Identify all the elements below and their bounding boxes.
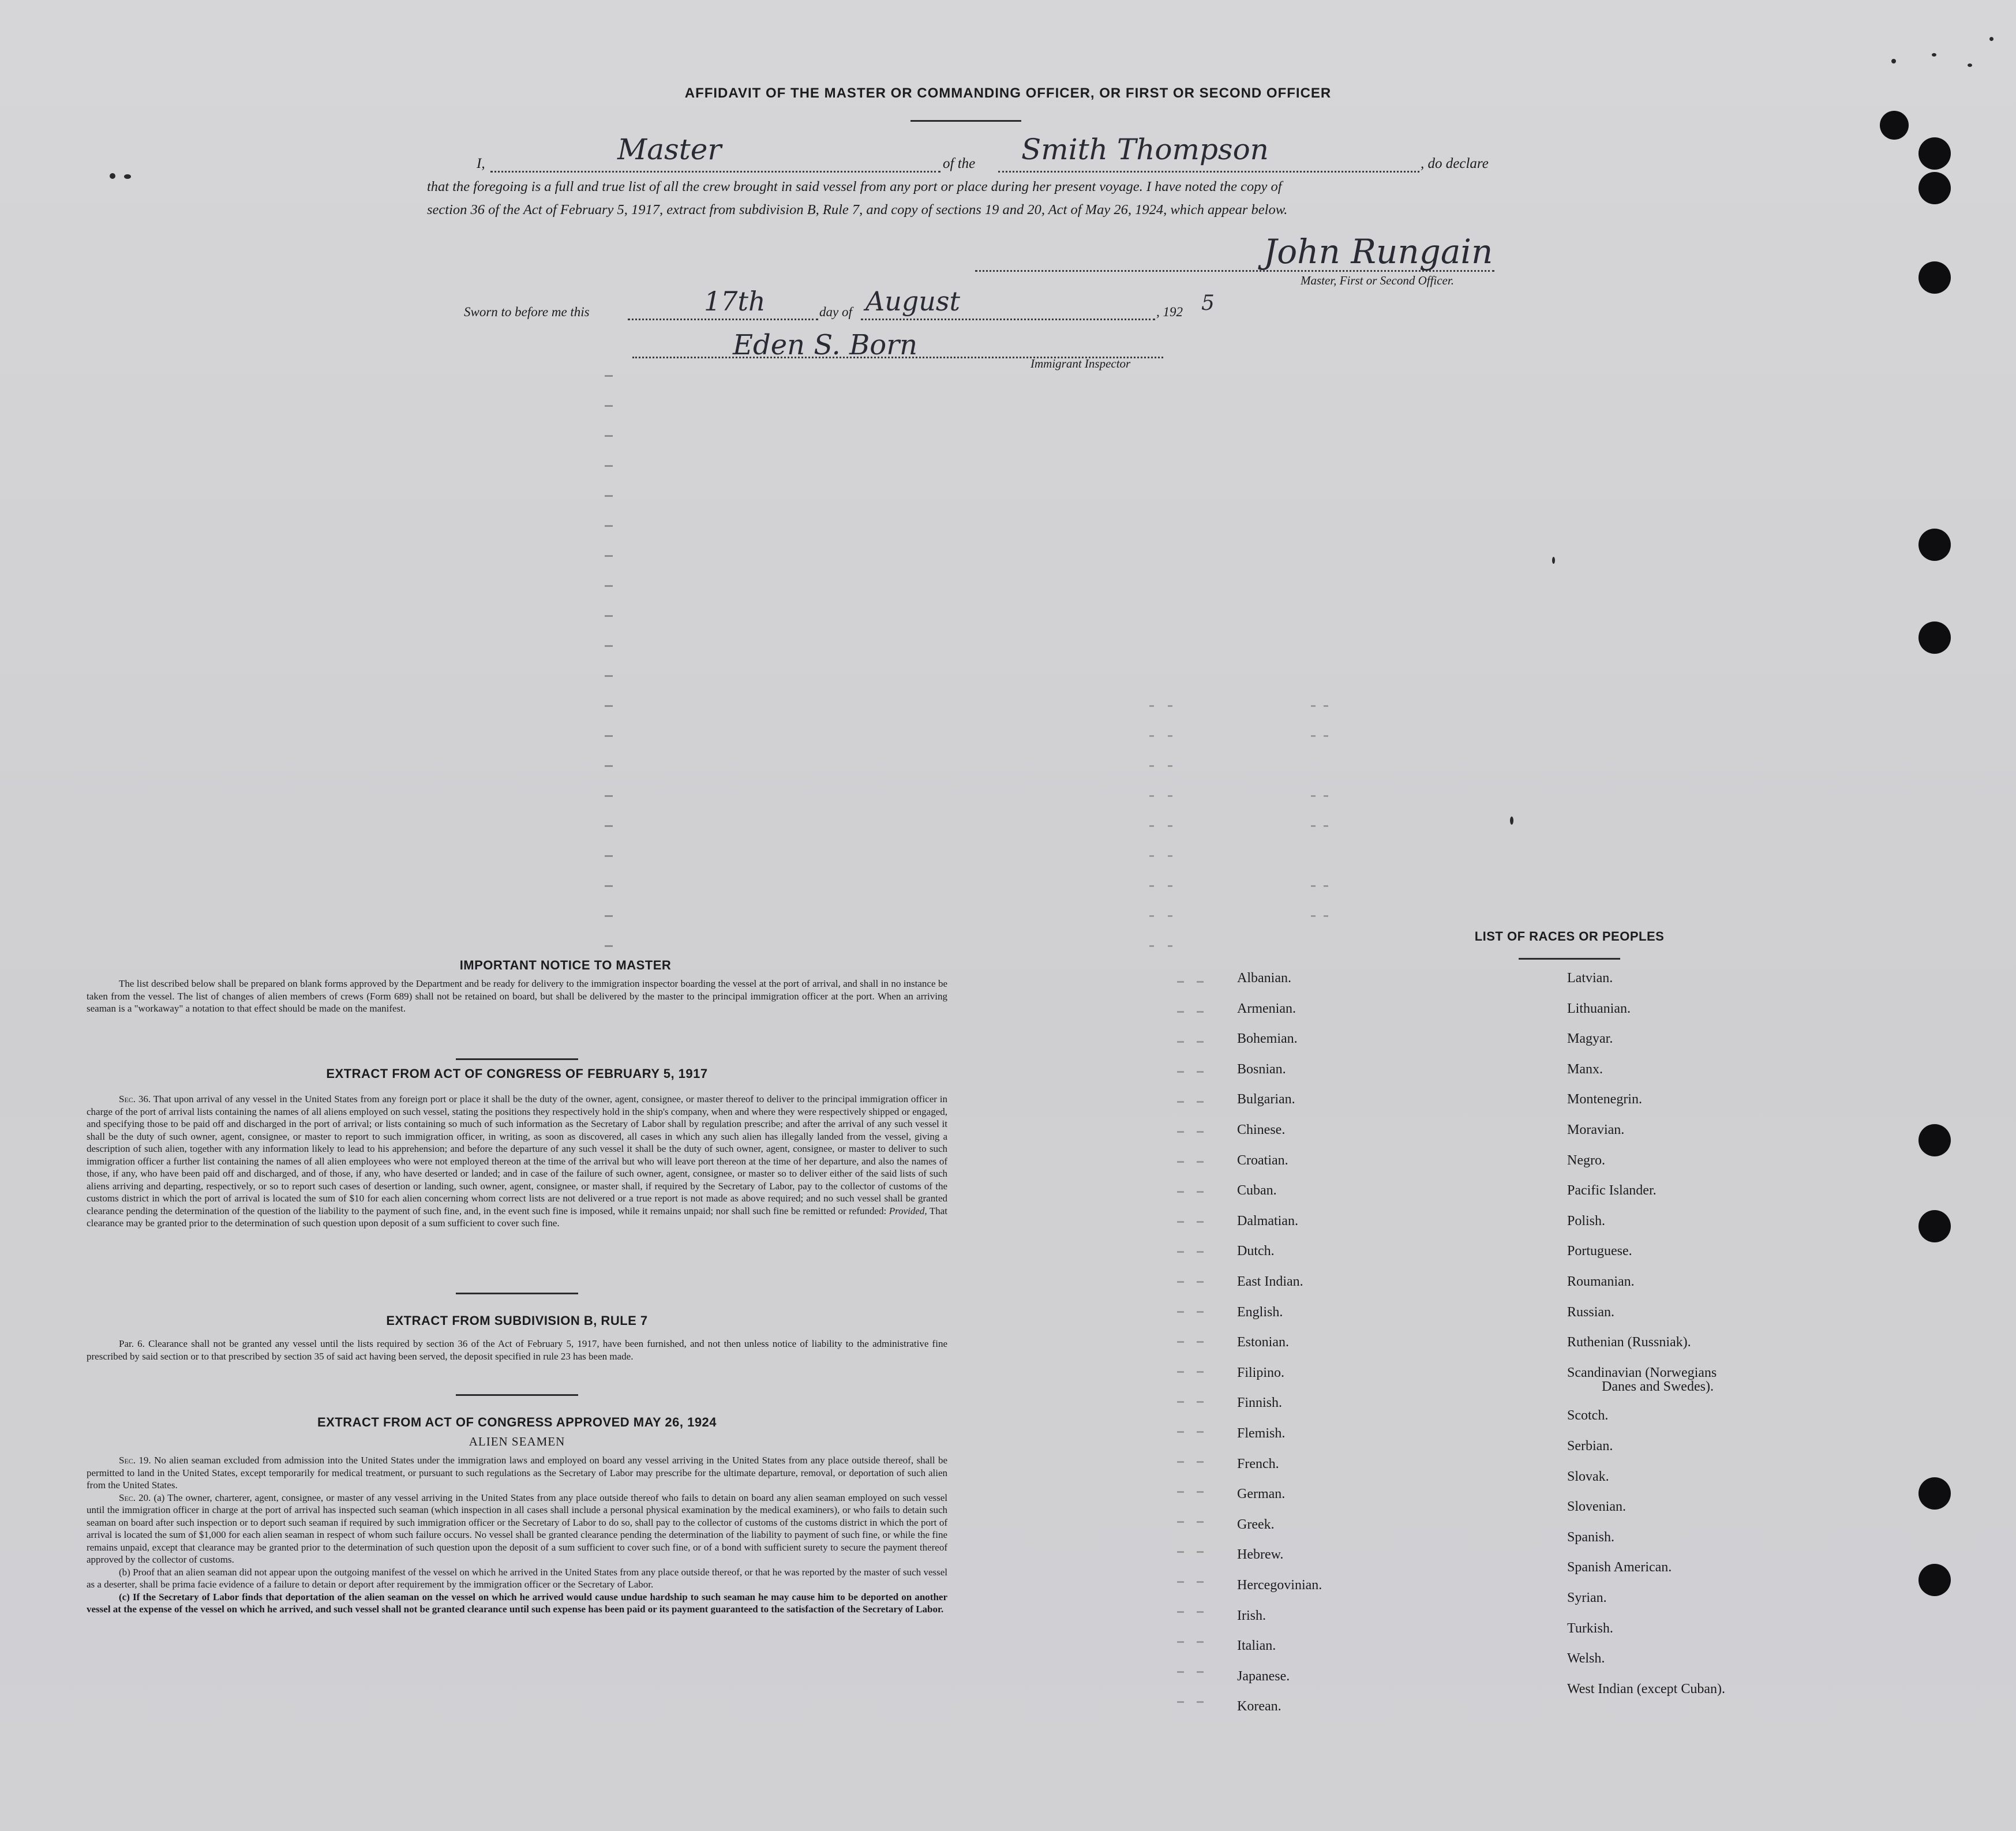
race-item: Danes and Swedes). bbox=[1602, 1379, 1714, 1394]
race-item: Korean. bbox=[1237, 1699, 1281, 1714]
tick-mark bbox=[1197, 1191, 1204, 1193]
race-item: Scotch. bbox=[1567, 1408, 1609, 1424]
race-item: Welsh. bbox=[1567, 1651, 1605, 1667]
tick-mark bbox=[1197, 1071, 1204, 1073]
tick-mark bbox=[1177, 1521, 1184, 1523]
stray-mark bbox=[1510, 817, 1513, 825]
race-item: English. bbox=[1237, 1304, 1283, 1320]
handwritten-rank: Master bbox=[617, 133, 722, 166]
tick-mark bbox=[1311, 825, 1316, 827]
tick-mark bbox=[1149, 855, 1154, 857]
tick-mark bbox=[1177, 1431, 1184, 1433]
race-item: Montenegrin. bbox=[1567, 1092, 1642, 1107]
race-item: Polish. bbox=[1567, 1213, 1606, 1229]
race-item: East Indian. bbox=[1237, 1274, 1303, 1289]
race-item: Irish. bbox=[1237, 1608, 1266, 1623]
tick-mark bbox=[1197, 1221, 1204, 1223]
notice-text bbox=[87, 978, 947, 1015]
binder-hole bbox=[1880, 111, 1909, 140]
tick-mark bbox=[605, 645, 613, 647]
race-item: Filipino. bbox=[1237, 1365, 1285, 1380]
tick-mark bbox=[1324, 795, 1328, 797]
tick-mark bbox=[1149, 945, 1154, 947]
tick-mark bbox=[1177, 1581, 1184, 1583]
race-item: Albanian. bbox=[1237, 971, 1291, 986]
declaration-line-1 bbox=[477, 156, 485, 172]
tick-mark bbox=[1177, 1401, 1184, 1403]
race-item: Bohemian. bbox=[1237, 1031, 1298, 1047]
tick-mark bbox=[1168, 735, 1172, 737]
tick-mark bbox=[605, 885, 613, 887]
tick-mark bbox=[1324, 885, 1328, 887]
tick-mark bbox=[1197, 1461, 1204, 1463]
race-item: Dutch. bbox=[1237, 1244, 1275, 1259]
tick-mark bbox=[1311, 795, 1316, 797]
binder-hole bbox=[1918, 1210, 1951, 1242]
tick-mark bbox=[605, 525, 613, 527]
race-item: Hebrew. bbox=[1237, 1547, 1284, 1563]
tick-mark bbox=[1197, 1401, 1204, 1403]
of-the-label: of the bbox=[943, 156, 976, 171]
race-item: Italian. bbox=[1237, 1638, 1276, 1654]
tick-mark bbox=[1149, 795, 1154, 797]
binder-hole bbox=[1918, 137, 1951, 170]
stray-mark bbox=[1552, 557, 1555, 564]
stray-mark bbox=[1968, 63, 1972, 67]
race-item: Turkish. bbox=[1567, 1620, 1613, 1636]
race-item: Croatian. bbox=[1237, 1152, 1288, 1168]
handwritten-year-digit: 5 bbox=[1201, 291, 1215, 315]
section-rule bbox=[456, 1058, 578, 1060]
tick-mark bbox=[1168, 945, 1172, 947]
race-item: Scandinavian (Norwegians bbox=[1567, 1365, 1717, 1380]
extract-1924-text bbox=[87, 1454, 947, 1616]
sec20a-text: (a) The owner, charterer, agent, consignee, or master of any vessel arriving in the United States from any place outside thereof who fails to detain on board any alien seaman employed on such vessel until the immigration officer in charge at the port of arrival has inspected such seaman (which inspection in all cases shall include a personal physical examination by the medical examiners), or who fails to detain such seaman on board after such inspection or to deport such seaman if required by such immigration officer or the Secretary of Labor to do so, shall pay to the collector of customs of the customs district in which the port of arrival is located the sum of $1,000 for each alien seaman in respect of whom such failure occurs. No vessel shall be granted clearance pending the determination of the liability to payment of such fine, or while the fine remains unpaid, except that clearance may be granted prior to the determination of such question upon the deposit of a sum sufficient to cover such fine, or of a bond with sufficient surety to secure the payment thereof approved by the collector of customs. bbox=[87, 1492, 947, 1565]
tick-mark bbox=[1177, 1251, 1184, 1253]
tick-mark bbox=[1197, 1251, 1204, 1253]
tick-mark bbox=[1197, 1281, 1204, 1283]
tick-mark bbox=[1177, 1641, 1184, 1643]
handwritten-day: 17th bbox=[704, 286, 766, 317]
stray-mark bbox=[110, 173, 115, 179]
tick-mark bbox=[1177, 1461, 1184, 1463]
rule7-paragraph: Par. 6. Clearance shall not be granted any vessel until the lists required by section 36 of the Act of February 5, 1917, have been furnished, and not then unless notice of liability to the administrative fine prescribed by said section or to that prescribed by section 35 of said act having been served, the deposit specified in rule 23 has been made. bbox=[87, 1338, 947, 1362]
race-item: Manx. bbox=[1567, 1061, 1603, 1077]
race-item: Slovak. bbox=[1567, 1469, 1609, 1484]
rule7-text bbox=[87, 1338, 947, 1362]
race-item: Moravian. bbox=[1567, 1122, 1625, 1137]
tick-mark bbox=[1177, 1071, 1184, 1073]
signature-caption: Master, First or Second Officer. bbox=[1301, 274, 1454, 287]
tick-mark bbox=[605, 915, 613, 917]
race-item: Slovenian. bbox=[1567, 1499, 1626, 1515]
race-item: Roumanian. bbox=[1567, 1274, 1635, 1289]
stray-mark bbox=[1932, 53, 1936, 57]
binder-hole bbox=[1918, 1477, 1951, 1510]
tick-mark bbox=[605, 405, 613, 407]
declare-end: , do declare bbox=[1421, 156, 1489, 171]
race-item: Finnish. bbox=[1237, 1395, 1283, 1411]
proviso-text: That clearance may be granted prior to the determination of such question upon deposit of a sum sufficient to cover such fine. bbox=[87, 1205, 948, 1229]
sec20a-paragraph bbox=[87, 1492, 947, 1566]
race-item: Dalmatian. bbox=[1237, 1213, 1298, 1229]
race-item: Serbian. bbox=[1567, 1439, 1613, 1454]
race-item: Japanese. bbox=[1237, 1668, 1290, 1684]
tick-mark bbox=[1311, 915, 1316, 917]
tick-mark bbox=[605, 615, 613, 617]
tick-mark bbox=[1197, 1011, 1204, 1013]
tick-mark bbox=[1177, 1491, 1184, 1493]
extract-1924-subtitle: ALIEN SEAMEN bbox=[469, 1435, 565, 1448]
race-item: Magyar. bbox=[1567, 1031, 1613, 1047]
sec19-label: Sec. 19. bbox=[119, 1455, 151, 1466]
tick-mark bbox=[1324, 825, 1328, 827]
tick-mark bbox=[1177, 1311, 1184, 1313]
race-item: Latvian. bbox=[1567, 971, 1613, 986]
declaration-line-2: that the foregoing is a full and true list of all the crew brought in said vessel from any port or place during her present voyage. I have noted the copy of bbox=[427, 179, 1282, 194]
affidavit-title: AFFIDAVIT OF THE MASTER OR COMMANDING OFFICER, OR FIRST OR SECOND OFFICER bbox=[684, 85, 1332, 101]
race-item: Chinese. bbox=[1237, 1122, 1286, 1137]
tick-mark bbox=[1177, 1341, 1184, 1343]
race-item: Ruthenian (Russniak). bbox=[1567, 1335, 1691, 1350]
race-item: Greek. bbox=[1237, 1517, 1275, 1532]
tick-mark bbox=[1177, 1371, 1184, 1373]
tick-mark bbox=[605, 855, 613, 857]
tick-mark bbox=[605, 585, 613, 587]
tick-mark bbox=[1168, 855, 1172, 857]
binder-hole bbox=[1918, 1124, 1951, 1156]
sec36-label: Sec. 36. bbox=[119, 1094, 151, 1104]
race-item: Cuban. bbox=[1237, 1183, 1277, 1199]
tick-mark bbox=[1168, 915, 1172, 917]
tick-mark bbox=[1197, 1521, 1204, 1523]
tick-mark bbox=[1197, 1371, 1204, 1373]
declare-start: I, bbox=[477, 156, 485, 171]
binder-hole bbox=[1918, 621, 1951, 654]
sec20b-paragraph: (b) Proof that an alien seaman did not appear upon the outgoing manifest of the vessel on which he arrived in the United States from any place outside thereof, or that he was reported by the master of such vessel as a deserter, shall be prima facie evidence of a failure to detain or deport after requirement by the immigration officer or the Secretary of Labor. bbox=[87, 1566, 947, 1590]
tick-mark bbox=[1197, 1491, 1204, 1493]
tick-mark bbox=[1177, 1221, 1184, 1223]
tick-mark bbox=[1168, 765, 1172, 767]
tick-mark bbox=[1168, 885, 1172, 887]
race-item: West Indian (except Cuban). bbox=[1567, 1681, 1725, 1697]
binder-hole bbox=[1918, 172, 1951, 204]
master-signature: John Rungain bbox=[1264, 232, 1493, 271]
tick-mark bbox=[1311, 705, 1316, 707]
tick-mark bbox=[605, 795, 613, 797]
tick-mark bbox=[1197, 1431, 1204, 1433]
race-item: Bosnian. bbox=[1237, 1061, 1286, 1077]
tick-mark bbox=[1149, 915, 1154, 917]
tick-mark bbox=[605, 465, 613, 467]
tick-mark bbox=[1197, 981, 1204, 983]
tick-mark bbox=[1311, 735, 1316, 737]
tick-mark bbox=[1177, 981, 1184, 983]
sec36-text: That upon arrival of any vessel in the United States from any foreign port or place it shall be the duty of the owner, agent, consignee, or master thereof to deliver to the principal immigration officer in charge of the port of arrival lists containing the names of all aliens employed on such vessel, stating the positions they respectively hold in the ship's company, when and where they were respectively shipped or engaged, and specifying those to be paid off and discharged in the port of arrival; or lists containing so much of such information as the Secretary of Labor shall by regulation prescribe; and after the arrival of any such vessel it shall be the duty of such owner, agent, consignee, or master to report to such immigration officer, in writing, as soon as discovered, all cases in which any such alien has illegally landed from the vessel, giving a description of such alien, together with any information likely to lead to his apprehension; and before the departure of any such vessel it shall be the duty of such owner, agent, consignee, or master to deliver to such immigration officer a further list containing the names of all alien employees who were not employed thereon at the time of the arrival but who will leave port thereon at the time of her departure, and also the names of those, if any, who have been paid off and discharged, and of those, if any, who have deserted or landed; and in case of the failure of such owner, agent, consignee, or master so to deliver either of the said lists of such aliens arriving and departing, respectively, or so to report such cases of desertion or landing, such owner, agent, consignee, or master shall, if required by the Secretary of Labor, pay to the collector of customs of the customs district in which the port of arrival is located the sum of $10 for each alien concerning whom correct lists are not delivered or a true report is not made as above required; and no such vessel shall be granted clearance pending the determination of the question of the liability to the payment of such fine, and, in the event such fine is imposed, while it remains unpaid; nor shall such fine be remitted or refunded: bbox=[87, 1094, 947, 1216]
tick-mark bbox=[1177, 1011, 1184, 1013]
tick-mark bbox=[605, 705, 613, 707]
proviso-label: Provided, bbox=[889, 1205, 927, 1216]
race-item: Flemish. bbox=[1237, 1426, 1286, 1441]
tick-mark bbox=[1177, 1191, 1184, 1193]
race-item: Spanish American. bbox=[1567, 1560, 1672, 1575]
notice-paragraph: The list described below shall be prepared on blank forms approved by the Department and be ready for delivery to the immigration inspector boarding the vessel at the port of arrival, and shall in no instance be taken from the vessel. The list of changes of alien members of crews (Form 689) shall not be retained on board, but shall be delivered by the master to the principal immigration officer at the port. When an arriving seaman is a "workaway" a notation to that effect should be made on the manifest. bbox=[87, 978, 947, 1014]
race-item: Portuguese. bbox=[1567, 1244, 1632, 1259]
race-item: Russian. bbox=[1567, 1304, 1615, 1320]
section-rule bbox=[456, 1394, 578, 1396]
races-title: LIST OF RACES OR PEOPLES bbox=[1474, 929, 1665, 943]
race-item: Estonian. bbox=[1237, 1335, 1289, 1350]
tick-mark bbox=[605, 555, 613, 557]
tick-mark bbox=[1197, 1611, 1204, 1613]
tick-mark bbox=[1177, 1281, 1184, 1283]
handwritten-month: August bbox=[865, 286, 961, 317]
sec20c-paragraph: (c) If the Secretary of Labor finds that deportation of the alien seaman on the vessel on which he arrived would cause undue hardship to such seaman he may cause him to be deported on another vessel at the expense of the vessel on which he arrived, and such vessel shall not be granted clearance until such expense has been paid or its payment guaranteed to the satisfaction of the Secretary of Labor. bbox=[87, 1591, 947, 1615]
tick-mark bbox=[1177, 1611, 1184, 1613]
sec20-label: Sec. 20. bbox=[119, 1492, 151, 1503]
binder-hole bbox=[1918, 261, 1951, 294]
stray-mark bbox=[1891, 59, 1896, 63]
stray-mark bbox=[1989, 37, 1993, 41]
inspector-signature: Eden S. Born bbox=[733, 329, 918, 361]
tick-mark bbox=[1197, 1161, 1204, 1163]
tick-mark bbox=[1168, 795, 1172, 797]
tick-mark bbox=[1149, 825, 1154, 827]
tick-mark bbox=[1149, 705, 1154, 707]
sworn-text: Sworn to before me this bbox=[464, 305, 590, 319]
tick-mark bbox=[605, 825, 613, 827]
race-item: Syrian. bbox=[1567, 1590, 1607, 1605]
binder-hole bbox=[1918, 529, 1951, 561]
tick-mark bbox=[1197, 1551, 1204, 1553]
tick-mark bbox=[1149, 765, 1154, 767]
tick-mark bbox=[1177, 1161, 1184, 1163]
tick-mark bbox=[605, 765, 613, 767]
tick-mark bbox=[1177, 1671, 1184, 1673]
tick-mark bbox=[1149, 885, 1154, 887]
tick-mark bbox=[1311, 885, 1316, 887]
title-rule bbox=[910, 120, 1021, 122]
tick-mark bbox=[1197, 1581, 1204, 1583]
races-title-rule bbox=[1519, 958, 1620, 960]
tick-mark bbox=[1197, 1311, 1204, 1313]
tick-mark bbox=[1177, 1701, 1184, 1703]
tick-mark bbox=[1177, 1101, 1184, 1103]
sec19-text: No alien seaman excluded from admission into the United States under the immigration laws and employed on board any vessel arriving in the United States from any place outside thereof, shall be permitted to land in the United States, except temporarily for medical treatment, or pursuant to such regulations as the Secretary of Labor may prescribe for the ultimate departure, removal, or deportation of such alien from the United States. bbox=[87, 1455, 947, 1491]
race-item: Hercegovinian. bbox=[1237, 1578, 1322, 1593]
tick-mark bbox=[605, 675, 613, 677]
extract-1917-title: EXTRACT FROM ACT OF CONGRESS OF FEBRUARY 5, 1917 bbox=[326, 1066, 708, 1081]
binder-hole bbox=[1918, 1564, 1951, 1596]
tick-mark bbox=[1197, 1131, 1204, 1133]
tick-mark bbox=[1177, 1551, 1184, 1553]
tick-mark bbox=[1324, 705, 1328, 707]
race-item: Negro. bbox=[1567, 1152, 1605, 1168]
tick-mark bbox=[1149, 735, 1154, 737]
year-prefix: , 192 bbox=[1156, 305, 1183, 319]
sec19-paragraph bbox=[87, 1454, 947, 1492]
race-item: Spanish. bbox=[1567, 1529, 1615, 1545]
rule7-title: EXTRACT FROM SUBDIVISION B, RULE 7 bbox=[386, 1313, 648, 1328]
notice-title: IMPORTANT NOTICE TO MASTER bbox=[459, 958, 672, 972]
race-item: Bulgarian. bbox=[1237, 1092, 1295, 1107]
tick-mark bbox=[1168, 825, 1172, 827]
tick-mark bbox=[605, 495, 613, 497]
handwritten-vessel-name: Smith Thompson bbox=[1021, 133, 1269, 166]
tick-mark bbox=[1324, 915, 1328, 917]
tick-mark bbox=[605, 735, 613, 737]
tick-mark bbox=[1177, 1041, 1184, 1043]
tick-mark bbox=[605, 945, 613, 947]
race-item: French. bbox=[1237, 1456, 1279, 1471]
tick-mark bbox=[1197, 1041, 1204, 1043]
extract-1917-text bbox=[87, 1093, 947, 1230]
sec36-paragraph bbox=[87, 1093, 947, 1230]
tick-mark bbox=[1197, 1701, 1204, 1703]
tick-mark bbox=[1168, 705, 1172, 707]
tick-mark bbox=[1324, 735, 1328, 737]
tick-mark bbox=[605, 375, 613, 377]
race-item: Armenian. bbox=[1237, 1001, 1296, 1016]
extract-1924-title: EXTRACT FROM ACT OF CONGRESS APPROVED MAY 26, 1924 bbox=[317, 1415, 717, 1429]
tick-mark bbox=[1197, 1101, 1204, 1103]
tick-mark bbox=[1197, 1641, 1204, 1643]
tick-mark bbox=[1197, 1671, 1204, 1673]
section-rule bbox=[456, 1293, 578, 1294]
inspector-caption: Immigrant Inspector bbox=[1031, 357, 1131, 370]
race-item: Lithuanian. bbox=[1567, 1001, 1631, 1016]
race-item: German. bbox=[1237, 1486, 1286, 1502]
tick-mark bbox=[1177, 1131, 1184, 1133]
declaration-line-3: section 36 of the Act of February 5, 1917, extract from subdivision B, Rule 7, and copy of sections 19 and 20, Act of May 26, 1924, which appear below. bbox=[427, 202, 1288, 218]
stray-mark bbox=[124, 174, 131, 179]
tick-mark bbox=[605, 435, 613, 437]
day-of-label: day of bbox=[819, 305, 852, 319]
race-item: Pacific Islander. bbox=[1567, 1183, 1657, 1199]
tick-mark bbox=[1197, 1341, 1204, 1343]
